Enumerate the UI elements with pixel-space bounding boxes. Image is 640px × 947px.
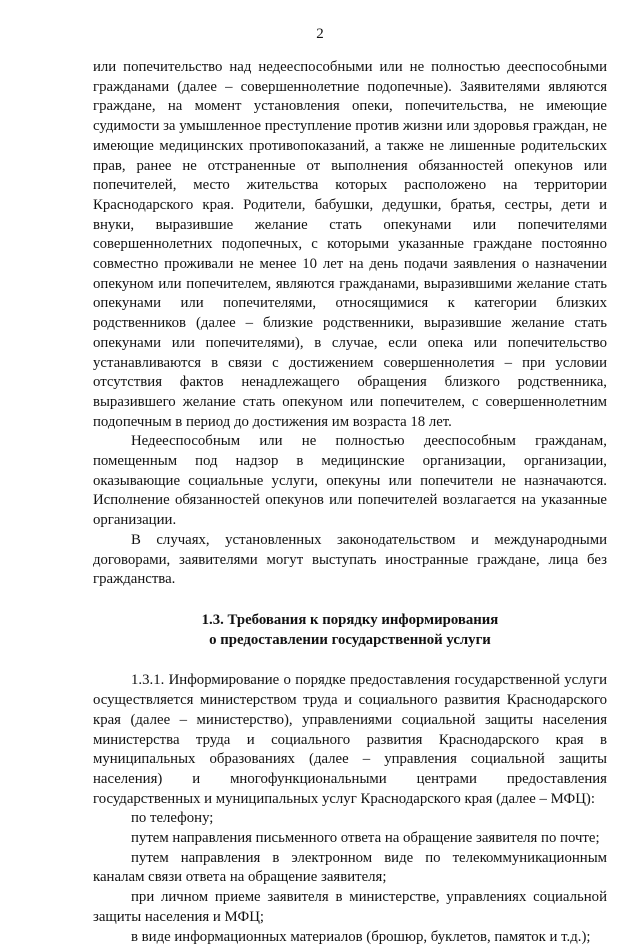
- list-item: путем направления письменного ответа на обращение заявителя по почте;: [131, 830, 600, 847]
- section-heading-line2: о предоставлении государственной услуги: [209, 631, 491, 648]
- list-item: путем направления в электронном виде по телекоммуникационным каналам связи ответа на обращение заявителя;: [93, 849, 607, 886]
- section-heading-line1: 1.3. Требования к порядку информирования: [201, 611, 499, 628]
- paragraph: или попечительство над недееспособными или не полностью дееспособными гражданами (далее – совершеннолетние подопечные). Заявителями являются граждане, на момент установления опеки, попечительства, не имеющие судимости за умышленное преступление против жизни или здоровья граждан, не имеющие медицинских противопоказаний, а также не лишенные родительских прав, ранее не отстраненные от выполнения обязанностей опекунов или попечителей, место жительства которых расположено на территории Краснодарского края. Родители, бабушки, дедушки, братья, сестры, дети и внуки, выразившие желание стать опекунами или попечителями совершеннолетних подопечных, с которыми указанные граждане постоянно совместно проживали не менее 10 лет на день подачи заявления о назначении опекуном или попечителем, являются гражданами, выразившими желание стать опекунами или попечителями, относящимися к категории близких родственников (далее – близкие родственники, выразившие желание стать опекунами или попечителями), в случае, если опека или попечительство устанавливаются в связи с достижением совершеннолетия – при условии отсутствия фактов ненадлежащего обращения близкого родственника, выразившего желание стать опекуном или попечителем, с совершеннолетним подопечным в период до достижения им возраста 18 лет.: [93, 59, 607, 430]
- paragraph: В случаях, установленных законодательством и международными договорами, заявителями могут выступать иностранные граждане, лица без гражданства.: [93, 531, 607, 588]
- paragraph: Недееспособным или не полностью дееспособным гражданам, помещенным под надзор в медицинские организации, организации, оказывающие социальные услуги, опекуны или попечители не назначаются. Исполнение обязанностей опекунов или попечителей возлагается на указанные организации.: [93, 433, 607, 529]
- document-body: [93, 58, 607, 947]
- section-heading: [93, 611, 607, 650]
- list-item: по телефону;: [131, 810, 214, 827]
- page-number: 2: [316, 26, 324, 42]
- list-item: в виде информационных материалов (брошюр, буклетов, памяток и т.д.);: [131, 928, 591, 945]
- list-item: при личном приеме заявителя в министерстве, управлениях социальной защиты населения и МФЦ;: [93, 889, 607, 925]
- paragraph: 1.3.1. Информирование о порядке предоставления государственной услуги осуществляется министерством труда и социального развития Краснодарского края (далее – министерство), управлениями социальной защиты населения министерства труда и социального развития Краснодарского края в муниципальных образованиях (далее – управления социальной защиты населения) и многофункциональными центрами предоставления государственных и муниципальных услуг Краснодарского края (далее – МФЦ):: [93, 672, 607, 807]
